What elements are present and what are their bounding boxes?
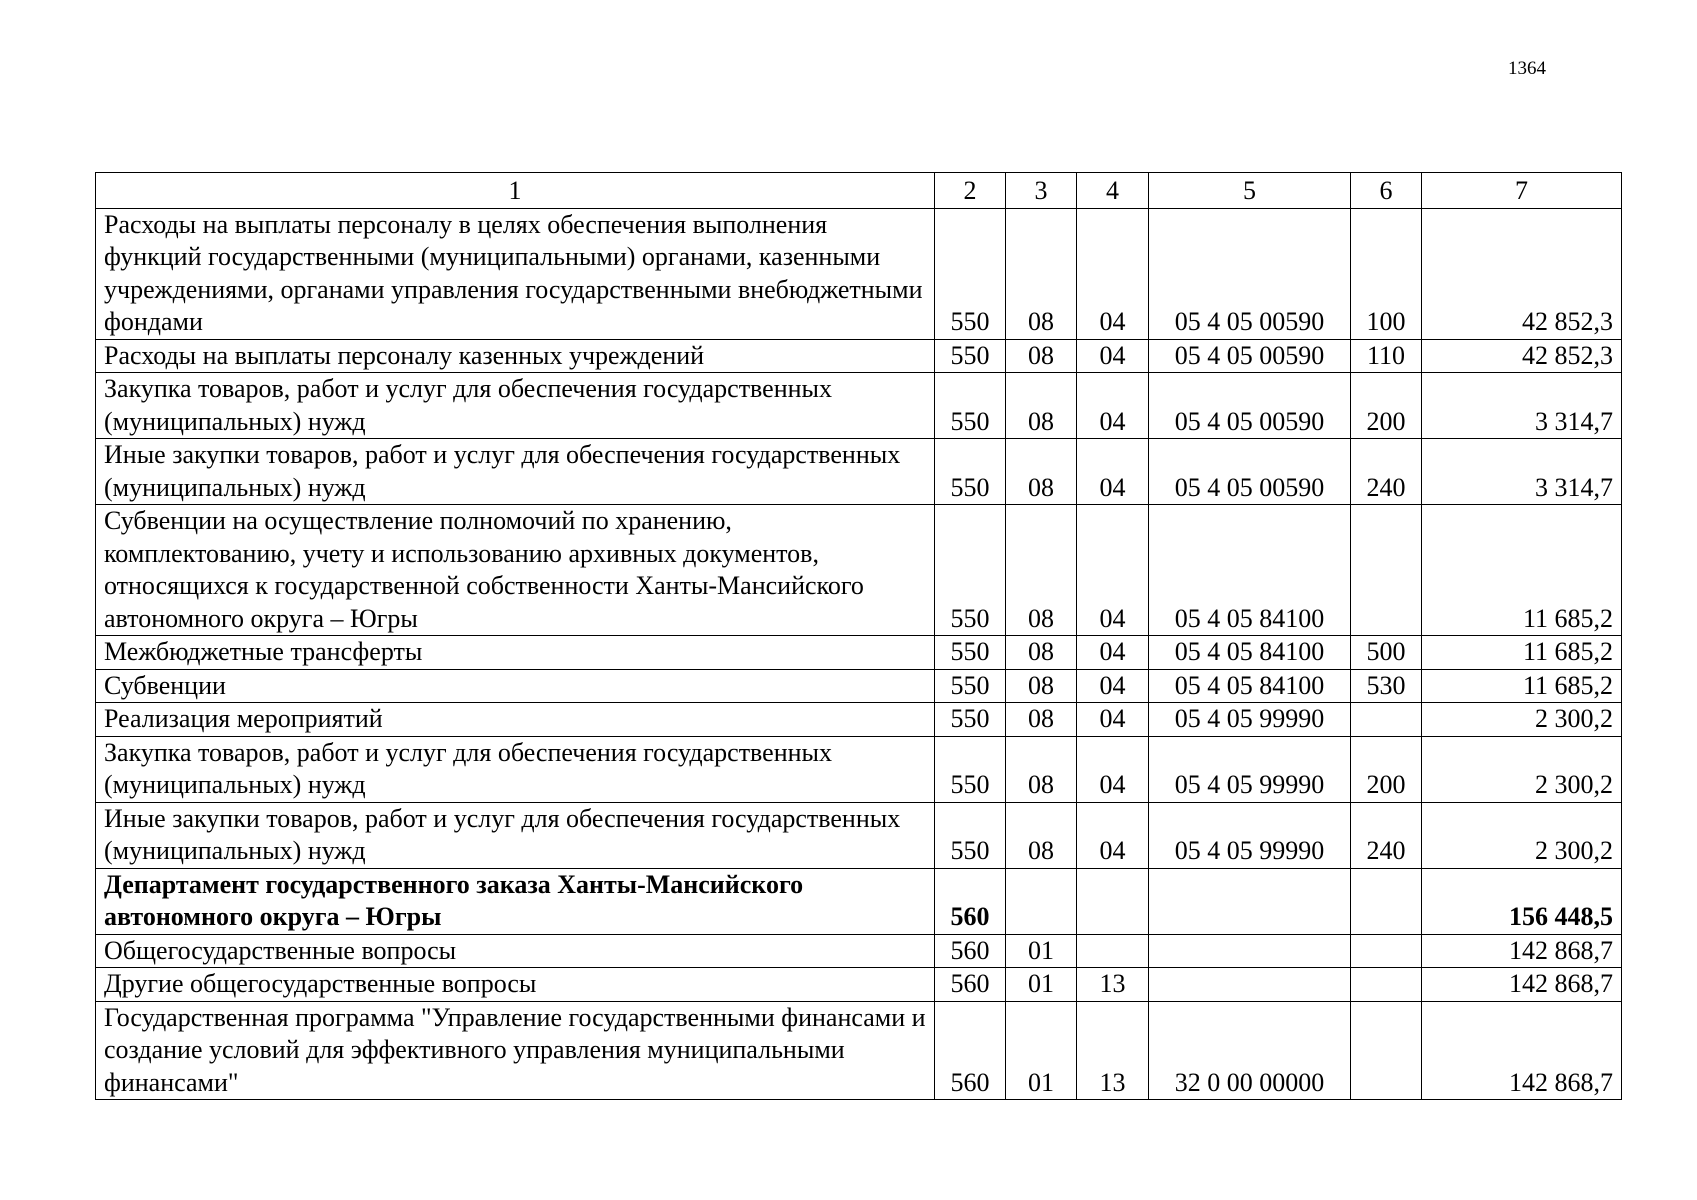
cell-rz: 08	[1006, 505, 1077, 636]
cell-rz: 08	[1006, 703, 1077, 737]
cell-ved: 560	[935, 934, 1006, 968]
cell-csr: 05 4 05 99990	[1149, 703, 1351, 737]
table-row	[96, 968, 1622, 1002]
cell-csr	[1149, 968, 1351, 1002]
cell-rz: 08	[1006, 439, 1077, 505]
cell-sum: 2 300,2	[1422, 802, 1622, 868]
cell-ved: 560	[935, 968, 1006, 1002]
cell-vr: 110	[1351, 339, 1422, 373]
table-row	[96, 373, 1622, 439]
cell-pr: 13	[1077, 1001, 1149, 1100]
cell-name: Департамент государственного заказа Ханты-Мансийского автономного округа – Югры	[96, 868, 935, 934]
table-row	[96, 439, 1622, 505]
cell-pr: 04	[1077, 373, 1149, 439]
table-row	[96, 208, 1622, 339]
cell-pr: 04	[1077, 439, 1149, 505]
cell-vr: 200	[1351, 736, 1422, 802]
cell-name: Расходы на выплаты персоналу в целях обеспечения выполнения функций государственными (муниципальными) органами, казенными учреждениями, органами управления государственными внебюджетными фондами	[96, 208, 935, 339]
cell-csr: 05 4 05 99990	[1149, 802, 1351, 868]
cell-vr	[1351, 1001, 1422, 1100]
header-col-3: 3	[1006, 173, 1077, 209]
cell-name: Закупка товаров, работ и услуг для обеспечения государственных (муниципальных) нужд	[96, 736, 935, 802]
cell-sum: 42 852,3	[1422, 208, 1622, 339]
cell-csr: 05 4 05 84100	[1149, 636, 1351, 670]
table-row	[96, 669, 1622, 703]
cell-pr	[1077, 868, 1149, 934]
cell-ved: 550	[935, 439, 1006, 505]
cell-vr: 500	[1351, 636, 1422, 670]
header-row	[96, 173, 1622, 209]
cell-sum: 3 314,7	[1422, 439, 1622, 505]
cell-rz: 08	[1006, 802, 1077, 868]
cell-rz	[1006, 868, 1077, 934]
cell-vr: 240	[1351, 439, 1422, 505]
header-col-1: 1	[96, 173, 935, 209]
header-col-2: 2	[935, 173, 1006, 209]
cell-rz: 01	[1006, 968, 1077, 1002]
cell-vr	[1351, 934, 1422, 968]
cell-csr: 05 4 05 84100	[1149, 669, 1351, 703]
cell-rz: 08	[1006, 669, 1077, 703]
cell-ved: 550	[935, 636, 1006, 670]
table-row	[96, 736, 1622, 802]
table-row	[96, 505, 1622, 636]
cell-pr: 04	[1077, 736, 1149, 802]
cell-pr: 04	[1077, 669, 1149, 703]
cell-name: Субвенции	[96, 669, 935, 703]
cell-name: Расходы на выплаты персоналу казенных учреждений	[96, 339, 935, 373]
cell-ved: 550	[935, 669, 1006, 703]
cell-pr	[1077, 934, 1149, 968]
cell-sum: 142 868,7	[1422, 934, 1622, 968]
cell-csr	[1149, 868, 1351, 934]
cell-rz: 08	[1006, 373, 1077, 439]
cell-name: Общегосударственные вопросы	[96, 934, 935, 968]
table-row	[96, 802, 1622, 868]
cell-sum: 42 852,3	[1422, 339, 1622, 373]
cell-csr: 05 4 05 84100	[1149, 505, 1351, 636]
cell-pr: 13	[1077, 968, 1149, 1002]
cell-name: Иные закупки товаров, работ и услуг для обеспечения государственных (муниципальных) нужд	[96, 802, 935, 868]
page-number: 1364	[1508, 58, 1546, 79]
cell-vr: 100	[1351, 208, 1422, 339]
table-row	[96, 868, 1622, 934]
cell-vr	[1351, 868, 1422, 934]
cell-vr	[1351, 505, 1422, 636]
cell-csr: 05 4 05 00590	[1149, 339, 1351, 373]
table-row	[96, 703, 1622, 737]
cell-sum: 3 314,7	[1422, 373, 1622, 439]
cell-ved: 550	[935, 339, 1006, 373]
cell-ved: 560	[935, 1001, 1006, 1100]
cell-sum: 156 448,5	[1422, 868, 1622, 934]
cell-name: Другие общегосударственные вопросы	[96, 968, 935, 1002]
cell-vr: 200	[1351, 373, 1422, 439]
cell-pr: 04	[1077, 505, 1149, 636]
cell-ved: 550	[935, 736, 1006, 802]
cell-ved: 550	[935, 703, 1006, 737]
table-row	[96, 339, 1622, 373]
cell-ved: 550	[935, 373, 1006, 439]
cell-pr: 04	[1077, 703, 1149, 737]
cell-sum: 142 868,7	[1422, 968, 1622, 1002]
cell-ved: 550	[935, 208, 1006, 339]
cell-rz: 08	[1006, 636, 1077, 670]
cell-sum: 142 868,7	[1422, 1001, 1622, 1100]
cell-sum: 2 300,2	[1422, 703, 1622, 737]
cell-rz: 08	[1006, 736, 1077, 802]
cell-csr: 05 4 05 00590	[1149, 439, 1351, 505]
cell-pr: 04	[1077, 208, 1149, 339]
cell-name: Межбюджетные трансферты	[96, 636, 935, 670]
cell-sum: 2 300,2	[1422, 736, 1622, 802]
cell-ved: 550	[935, 802, 1006, 868]
cell-ved: 560	[935, 868, 1006, 934]
cell-csr	[1149, 934, 1351, 968]
cell-vr: 530	[1351, 669, 1422, 703]
cell-sum: 11 685,2	[1422, 636, 1622, 670]
table-body	[96, 208, 1622, 1100]
cell-rz: 08	[1006, 208, 1077, 339]
cell-vr: 240	[1351, 802, 1422, 868]
cell-pr: 04	[1077, 636, 1149, 670]
cell-pr: 04	[1077, 339, 1149, 373]
cell-sum: 11 685,2	[1422, 669, 1622, 703]
cell-name: Реализация мероприятий	[96, 703, 935, 737]
table-row	[96, 636, 1622, 670]
cell-vr	[1351, 703, 1422, 737]
cell-csr: 05 4 05 99990	[1149, 736, 1351, 802]
cell-name: Государственная программа "Управление государственными финансами и создание условий для эффективного управления муниципальными финансами"	[96, 1001, 935, 1100]
cell-sum: 11 685,2	[1422, 505, 1622, 636]
header-col-7: 7	[1422, 173, 1622, 209]
cell-csr: 05 4 05 00590	[1149, 373, 1351, 439]
cell-ved: 550	[935, 505, 1006, 636]
cell-vr	[1351, 968, 1422, 1002]
cell-name: Закупка товаров, работ и услуг для обеспечения государственных (муниципальных) нужд	[96, 373, 935, 439]
header-col-5: 5	[1149, 173, 1351, 209]
budget-table	[95, 172, 1622, 1100]
table-row	[96, 934, 1622, 968]
cell-rz: 08	[1006, 339, 1077, 373]
cell-pr: 04	[1077, 802, 1149, 868]
cell-name: Субвенции на осуществление полномочий по хранению, комплектованию, учету и использованию архивных документов, относящихся к государственной собственности Ханты-Мансийского автономного округа – Югры	[96, 505, 935, 636]
cell-rz: 01	[1006, 934, 1077, 968]
header-col-4: 4	[1077, 173, 1149, 209]
table-row	[96, 1001, 1622, 1100]
cell-csr: 32 0 00 00000	[1149, 1001, 1351, 1100]
cell-csr: 05 4 05 00590	[1149, 208, 1351, 339]
cell-name: Иные закупки товаров, работ и услуг для обеспечения государственных (муниципальных) нужд	[96, 439, 935, 505]
header-col-6: 6	[1351, 173, 1422, 209]
cell-rz: 01	[1006, 1001, 1077, 1100]
